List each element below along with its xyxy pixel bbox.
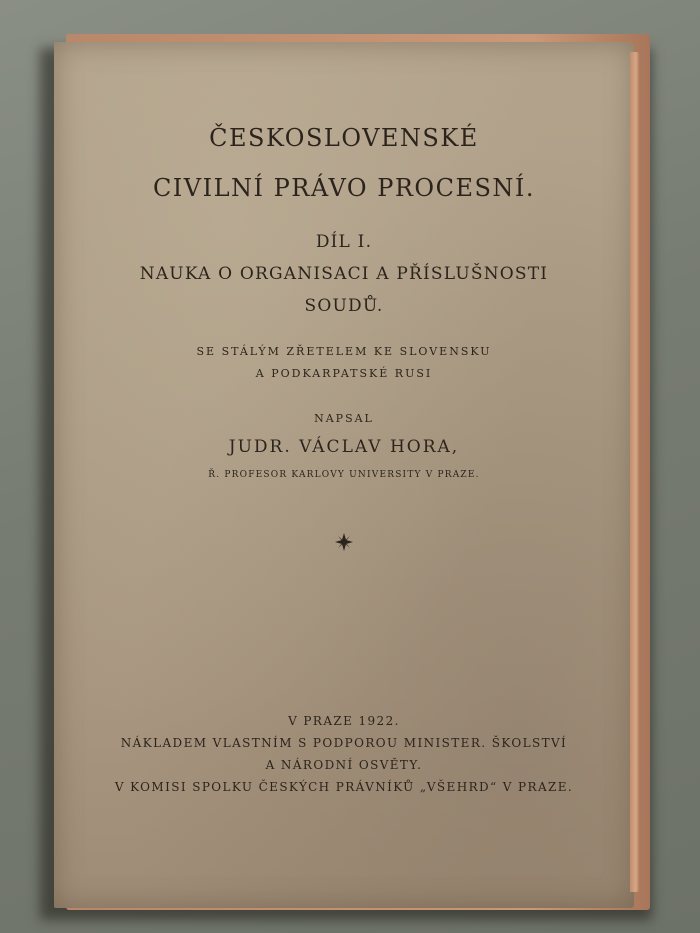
publisher-line-1: NÁKLADEM VLASTNÍM S PODPOROU MINISTER. ŠKOLSTVÍ (120, 736, 568, 750)
book-cover (54, 42, 634, 908)
note-line-1: SE STÁLÝM ZŘETELEM KE SLOVENSKU (196, 345, 492, 358)
subtitle-line-2: SOUDŮ. (304, 296, 384, 316)
written-by-label: NAPSAL (314, 412, 374, 425)
publisher-line-3: V KOMISI SPOLKU ČESKÝCH PRÁVNÍKŮ „VŠEHRD“ V PRAZE. (114, 780, 574, 794)
subtitle-line-1: NAUKA O ORGANISACI A PŘÍSLUŠNOSTI (139, 264, 549, 284)
title-line-2: CIVILNÍ PRÁVO PROCESNÍ. (152, 174, 536, 202)
publisher-line-2: A NÁRODNÍ OSVĚTY. (265, 758, 423, 772)
author-title: Ř. PROFESOR KARLOVY UNIVERSITY V PRAZE. (208, 470, 480, 480)
author-name: JUDR. VÁCLAV HORA, (228, 437, 460, 457)
title-line-1: ČESKOSLOVENSKÉ (209, 124, 479, 152)
note-line-2: A PODKARPATSKÉ RUSI (255, 367, 433, 380)
place-year: V PRAZE 1922. (288, 714, 400, 728)
part-label: DÍL I. (315, 232, 373, 252)
star-ornament-icon (334, 532, 354, 552)
